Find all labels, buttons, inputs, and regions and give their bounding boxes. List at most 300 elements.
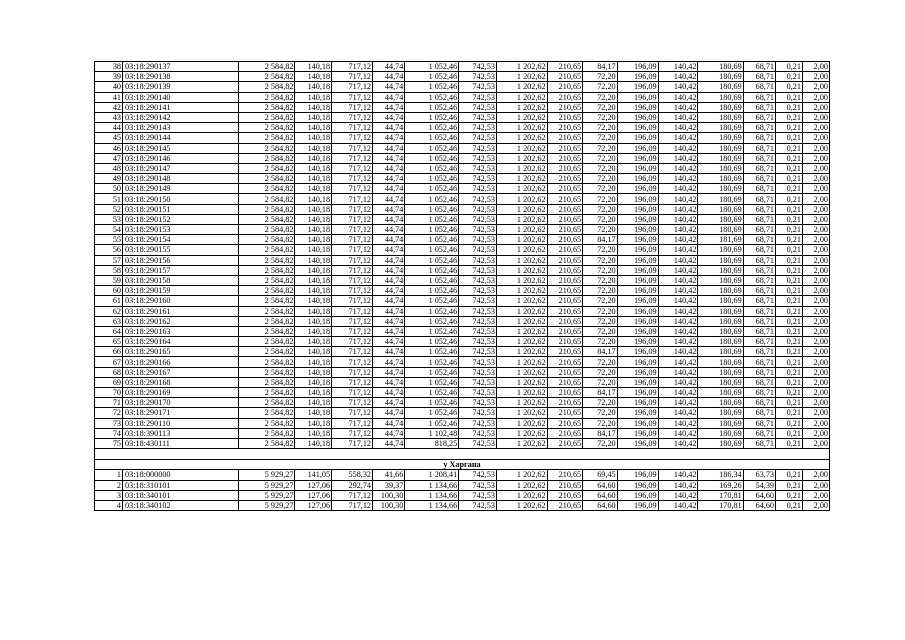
value-cell: 0,21 [776,214,803,224]
value-cell: 196,09 [617,225,658,235]
value-cell: 72,20 [583,174,617,184]
cadastral-code-cell: 03:18:290165 [123,347,239,357]
table-row [95,286,830,296]
value-cell: 68,71 [743,255,775,265]
value-cell: 210,65 [547,194,583,204]
row-number-cell: 40 [95,82,123,92]
value-cell: 1 052,46 [405,347,459,357]
value-cell: 1 208,41 [405,470,459,480]
value-cell: 180,69 [698,163,743,173]
value-cell: 2,00 [802,500,829,510]
value-cell: 170,81 [698,490,743,500]
value-cell: 0,21 [776,286,803,296]
table-row [95,265,830,275]
value-cell: 2,00 [802,92,829,102]
value-cell: 140,18 [295,408,332,418]
value-cell: 72,20 [583,102,617,112]
value-cell: 2,00 [802,438,829,448]
value-cell: 44,74 [373,286,405,296]
value-cell: 140,42 [658,377,698,387]
value-cell: 68,71 [743,398,775,408]
value-cell: 44,74 [373,265,405,275]
value-cell: 140,42 [658,337,698,347]
table-row [95,306,830,316]
value-cell: 180,69 [698,337,743,347]
value-cell: 1 052,46 [405,388,459,398]
value-cell: 180,69 [698,438,743,448]
value-cell: 68,71 [743,204,775,214]
value-cell: 140,42 [658,82,698,92]
cadastral-code-cell: 03:18:290149 [123,184,239,194]
table-row [95,470,830,480]
value-cell: 742,53 [459,490,497,500]
row-number-cell: 46 [95,143,123,153]
value-cell: 2 584,82 [239,326,295,336]
value-cell: 68,71 [743,235,775,245]
value-cell: 210,65 [547,265,583,275]
value-cell: 44,74 [373,428,405,438]
value-cell: 72,20 [583,225,617,235]
value-cell: 0,21 [776,275,803,285]
value-cell: 2,00 [802,265,829,275]
value-cell: 68,71 [743,92,775,102]
cadastral-code-cell: 03:18:290137 [123,62,239,72]
value-cell: 44,74 [373,225,405,235]
value-cell: 44,74 [373,112,405,122]
row-number-cell: 65 [95,337,123,347]
table-row [95,133,830,143]
value-cell: 72,20 [583,133,617,143]
value-cell: 100,30 [373,500,405,510]
cadastral-code-cell: 03:18:430111 [123,438,239,448]
value-cell: 44,74 [373,275,405,285]
value-cell: 210,65 [547,92,583,102]
value-cell: 2,00 [802,337,829,347]
value-cell: 2 584,82 [239,438,295,448]
value-cell: 742,53 [459,163,497,173]
value-cell: 44,74 [373,377,405,387]
value-cell: 180,69 [698,72,743,82]
value-cell: 742,53 [459,408,497,418]
value-cell: 1 052,46 [405,357,459,367]
value-cell: 210,65 [547,225,583,235]
value-cell: 180,69 [698,296,743,306]
value-cell: 742,53 [459,296,497,306]
value-cell: 1 202,62 [496,245,547,255]
value-cell: 717,12 [332,163,373,173]
value-cell: 0,21 [776,163,803,173]
value-cell: 72,20 [583,296,617,306]
value-cell: 72,20 [583,418,617,428]
value-cell: 2 584,82 [239,296,295,306]
value-cell: 1 052,46 [405,92,459,102]
value-cell: 717,12 [332,214,373,224]
value-cell: 68,71 [743,245,775,255]
value-cell: 717,12 [332,438,373,448]
value-cell: 717,12 [332,225,373,235]
table-body-top [95,62,830,449]
value-cell: 127,06 [295,500,332,510]
value-cell: 72,20 [583,326,617,336]
value-cell: 72,20 [583,337,617,347]
value-cell: 140,18 [295,184,332,194]
value-cell: 210,65 [547,123,583,133]
value-cell: 2,00 [802,62,829,72]
value-cell: 2,00 [802,194,829,204]
value-cell: 1 202,62 [496,214,547,224]
cadastral-code-cell: 03:18:290141 [123,102,239,112]
cadastral-code-cell: 03:18:290140 [123,92,239,102]
value-cell: 1 202,62 [496,357,547,367]
value-cell: 2,00 [802,388,829,398]
value-cell: 68,71 [743,123,775,133]
value-cell: 68,71 [743,326,775,336]
value-cell: 742,53 [459,398,497,408]
value-cell: 140,18 [295,123,332,133]
table-row [95,174,830,184]
cadastral-code-cell: 03:18:290153 [123,225,239,235]
value-cell: 196,09 [617,306,658,316]
value-cell: 64,60 [583,490,617,500]
value-cell: 2,00 [802,214,829,224]
value-cell: 1 052,46 [405,418,459,428]
value-cell: 1 202,62 [496,408,547,418]
value-cell: 2,00 [802,347,829,357]
section-spacer [95,449,830,470]
value-cell: 210,65 [547,316,583,326]
value-cell: 2 584,82 [239,82,295,92]
value-cell: 5 929,27 [239,490,295,500]
value-cell: 140,18 [295,153,332,163]
row-number-cell: 74 [95,428,123,438]
value-cell: 68,71 [743,225,775,235]
value-cell: 1 202,62 [496,174,547,184]
value-cell: 140,42 [658,245,698,255]
value-cell: 68,71 [743,428,775,438]
value-cell: 180,69 [698,174,743,184]
value-cell: 2,00 [802,123,829,133]
value-cell: 2,00 [802,102,829,112]
value-cell: 180,69 [698,275,743,285]
value-cell: 1 202,62 [496,143,547,153]
value-cell: 2 584,82 [239,163,295,173]
value-cell: 44,74 [373,214,405,224]
value-cell: 180,69 [698,316,743,326]
value-cell: 717,12 [332,62,373,72]
value-cell: 180,69 [698,326,743,336]
value-cell: 2 584,82 [239,225,295,235]
value-cell: 0,21 [776,367,803,377]
value-cell: 0,21 [776,245,803,255]
value-cell: 68,71 [743,438,775,448]
value-cell: 292,74 [332,480,373,490]
value-cell: 742,53 [459,316,497,326]
value-cell: 44,74 [373,163,405,173]
table-row [95,500,830,510]
cadastral-code-cell: 03:18:340102 [123,500,239,510]
value-cell: 2,00 [802,286,829,296]
value-cell: 196,09 [617,112,658,122]
value-cell: 1 102,48 [405,428,459,438]
value-cell: 127,06 [295,490,332,500]
value-cell: 170,81 [698,500,743,510]
value-cell: 1 202,62 [496,377,547,387]
value-cell: 2 584,82 [239,92,295,102]
value-cell: 68,71 [743,133,775,143]
value-cell: 717,12 [332,143,373,153]
row-number-cell: 49 [95,174,123,184]
value-cell: 0,21 [776,194,803,204]
value-cell: 2 584,82 [239,194,295,204]
value-cell: 196,09 [617,102,658,112]
value-cell: 44,74 [373,438,405,448]
cadastral-code-cell: 03:18:290145 [123,143,239,153]
value-cell: 1 202,62 [496,490,547,500]
table-row [95,480,830,490]
value-cell: 140,42 [658,174,698,184]
value-cell: 181,69 [698,235,743,245]
value-cell: 180,69 [698,347,743,357]
value-cell: 2 584,82 [239,316,295,326]
table-row [95,102,830,112]
value-cell: 210,65 [547,204,583,214]
cadastral-code-cell: 03:18:290143 [123,123,239,133]
value-cell: 68,71 [743,286,775,296]
value-cell: 210,65 [547,306,583,316]
table-row [95,112,830,122]
value-cell: 742,53 [459,82,497,92]
table-row [95,296,830,306]
row-number-cell: 72 [95,408,123,418]
value-cell: 196,09 [617,143,658,153]
value-cell: 0,21 [776,316,803,326]
value-cell: 44,74 [373,316,405,326]
value-cell: 742,53 [459,500,497,510]
value-cell: 140,42 [658,347,698,357]
value-cell: 1 202,62 [496,418,547,428]
value-cell: 140,42 [658,490,698,500]
value-cell: 210,65 [547,347,583,357]
value-cell: 84,17 [583,347,617,357]
value-cell: 140,42 [658,326,698,336]
value-cell: 1 052,46 [405,194,459,204]
value-cell: 72,20 [583,153,617,163]
value-cell: 140,18 [295,102,332,112]
value-cell: 1 052,46 [405,245,459,255]
value-cell: 44,74 [373,235,405,245]
row-number-cell: 61 [95,296,123,306]
value-cell: 196,09 [617,82,658,92]
value-cell: 180,69 [698,255,743,265]
value-cell: 742,53 [459,184,497,194]
value-cell: 180,69 [698,306,743,316]
value-cell: 0,21 [776,143,803,153]
value-cell: 742,53 [459,174,497,184]
value-cell: 0,21 [776,377,803,387]
value-cell: 717,12 [332,388,373,398]
value-cell: 717,12 [332,337,373,347]
value-cell: 44,74 [373,398,405,408]
value-cell: 72,20 [583,377,617,387]
value-cell: 68,71 [743,184,775,194]
value-cell: 2 584,82 [239,255,295,265]
value-cell: 742,53 [459,153,497,163]
value-cell: 210,65 [547,377,583,387]
value-cell: 0,21 [776,418,803,428]
value-cell: 140,18 [295,204,332,214]
value-cell: 210,65 [547,326,583,336]
table-row [95,72,830,82]
value-cell: 0,21 [776,357,803,367]
value-cell: 72,20 [583,275,617,285]
value-cell: 140,42 [658,296,698,306]
value-cell: 196,09 [617,428,658,438]
value-cell: 44,74 [373,255,405,265]
value-cell: 140,18 [295,357,332,367]
value-cell: 5 929,27 [239,470,295,480]
value-cell: 140,18 [295,428,332,438]
value-cell: 68,71 [743,265,775,275]
value-cell: 140,18 [295,367,332,377]
value-cell: 2,00 [802,367,829,377]
value-cell: 44,74 [373,245,405,255]
value-cell: 140,42 [658,480,698,490]
value-cell: 72,20 [583,214,617,224]
value-cell: 0,21 [776,408,803,418]
value-cell: 742,53 [459,357,497,367]
value-cell: 2,00 [802,184,829,194]
value-cell: 196,09 [617,408,658,418]
value-cell: 717,12 [332,112,373,122]
value-cell: 72,20 [583,123,617,133]
value-cell: 68,71 [743,347,775,357]
value-cell: 1 052,46 [405,326,459,336]
value-cell: 0,21 [776,82,803,92]
value-cell: 44,74 [373,418,405,428]
value-cell: 2,00 [802,377,829,387]
table-row [95,245,830,255]
value-cell: 717,12 [332,357,373,367]
value-cell: 72,20 [583,265,617,275]
value-cell: 140,18 [295,275,332,285]
table-row [95,398,830,408]
value-cell: 180,69 [698,82,743,92]
table-row [95,316,830,326]
value-cell: 68,71 [743,388,775,398]
value-cell: 72,20 [583,163,617,173]
value-cell: 0,21 [776,490,803,500]
value-cell: 742,53 [459,438,497,448]
value-cell: 1 134,66 [405,500,459,510]
cadastral-code-cell: 03:18:310101 [123,480,239,490]
cadastral-code-cell: 03:18:290148 [123,174,239,184]
value-cell: 44,74 [373,123,405,133]
value-cell: 140,42 [658,438,698,448]
table-row [95,225,830,235]
value-cell: 140,18 [295,326,332,336]
value-cell: 210,65 [547,62,583,72]
value-cell: 140,18 [295,72,332,82]
row-number-cell: 68 [95,367,123,377]
value-cell: 2,00 [802,245,829,255]
section-title: у Харгана [95,460,830,470]
cadastral-code-cell: 03:18:290152 [123,214,239,224]
value-cell: 1 202,62 [496,500,547,510]
row-number-cell: 42 [95,102,123,112]
cadastral-code-cell: 03:18:290162 [123,316,239,326]
row-number-cell: 63 [95,316,123,326]
value-cell: 0,21 [776,428,803,438]
value-cell: 210,65 [547,255,583,265]
value-cell: 2 584,82 [239,367,295,377]
value-cell: 140,18 [295,388,332,398]
value-cell: 140,18 [295,174,332,184]
table-row [95,62,830,72]
cadastral-code-cell: 03:18:290150 [123,194,239,204]
value-cell: 742,53 [459,112,497,122]
value-cell: 140,18 [295,245,332,255]
value-cell: 210,65 [547,214,583,224]
value-cell: 2 584,82 [239,286,295,296]
cadastral-code-cell: 03:18:290147 [123,163,239,173]
cadastral-code-cell: 03:18:290139 [123,82,239,92]
value-cell: 196,09 [617,255,658,265]
value-cell: 2 584,82 [239,123,295,133]
value-cell: 742,53 [459,255,497,265]
value-cell: 180,69 [698,143,743,153]
value-cell: 140,42 [658,133,698,143]
value-cell: 2,00 [802,163,829,173]
table-row [95,367,830,377]
value-cell: 1 202,62 [496,123,547,133]
cadastral-code-cell: 03:18:290171 [123,408,239,418]
value-cell: 2,00 [802,112,829,122]
value-cell: 717,12 [332,204,373,214]
value-cell: 0,21 [776,470,803,480]
value-cell: 2 584,82 [239,357,295,367]
value-cell: 140,18 [295,377,332,387]
table-row [95,92,830,102]
value-cell: 717,12 [332,102,373,112]
value-cell: 180,69 [698,112,743,122]
value-cell: 1 052,46 [405,133,459,143]
value-cell: 210,65 [547,490,583,500]
value-cell: 196,09 [617,347,658,357]
value-cell: 54,39 [743,480,775,490]
value-cell: 72,20 [583,306,617,316]
table-row [95,347,830,357]
value-cell: 1 052,46 [405,377,459,387]
value-cell: 1 202,62 [496,470,547,480]
value-cell: 210,65 [547,500,583,510]
cadastral-code-cell: 03:18:290155 [123,245,239,255]
value-cell: 140,42 [658,428,698,438]
value-cell: 140,18 [295,143,332,153]
table-row [95,275,830,285]
value-cell: 0,21 [776,398,803,408]
value-cell: 2,00 [802,235,829,245]
value-cell: 180,69 [698,102,743,112]
value-cell: 140,18 [295,265,332,275]
value-cell: 196,09 [617,245,658,255]
value-cell: 44,74 [373,102,405,112]
value-cell: 196,09 [617,316,658,326]
value-cell: 717,12 [332,326,373,336]
value-cell: 210,65 [547,112,583,122]
table-row [95,214,830,224]
value-cell: 0,21 [776,133,803,143]
value-cell: 742,53 [459,388,497,398]
